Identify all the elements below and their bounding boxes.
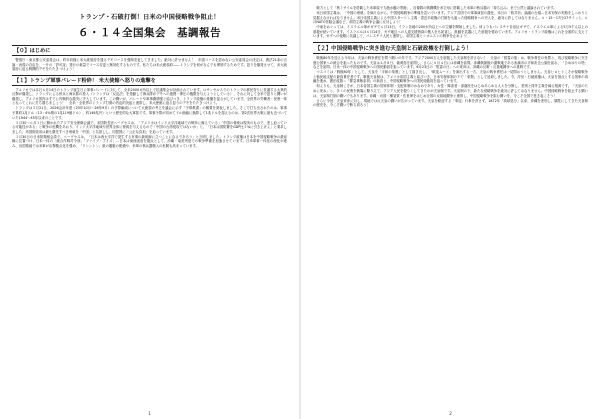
section1-paragraph: トランプは５月21日、2026会計年度（25年10月〜26年9月）の予算編成について大統領の考えを議会に示す「予算教書」の概要を発表しました。そこで打ち出されたのは、軍事予算約1兆ドル（13・4%増の1兆119億ドル）、約146兆円）という歴史的な大軍拡です。軍事予算が初めてドル価値に換算して1兆ドルを超えるのは、第2次世界大戦に最も近づいていた1944〜45年以来のことです。 <box>12 106 287 120</box>
continued-paragraph: 戦力として「核ミサイルを搭載した米軍原子力潜水艦の寄港」、自衛隊の戦闘機を米空母に搭載した米軍の核兵器の「持ち込み」まで公然と議論されています。 <box>316 6 557 10</box>
document-title: ６・１４全国集会 基調報告 <box>78 27 221 39</box>
continued-paragraph: 中東をめぐっては、イスラエル軍がガザで６月13日、イラン各地の200カ所以上への空爆を開始しました。何よりもパレスチナ自治区ガザで、イスラエル軍による5万5千人以上の虐殺が続いています。イスラエルは６月14日、ガザ地区への人道支援物資の搬入をも妨害し、飢餓を武器にした虐殺を強めています。アメリカ・トランプ政権はこれを全面的に支えています。ガザへの侵略に抗議して、パレスチナ人民と連帯し、帝国主義とシオニストの戦争を止めよう！ <box>313 25 588 39</box>
intro-paragraph: 警視庁・東京都公安委員会は、昨年同様に米大統領府を通るデモコースを強制変更してきました。絶対に許せません！ 申請コースを認めない公安委員会の決定は、憲法21条の言論・表現の自由を、一片の「許可証」発行の裁量でコース変更と無効化するものです。私たちは米大統領府――トランプを何がなんでも弾劾するためです。怒りを爆発させて、米大統領府に迫る戦闘的デモをたたきつけよう！ <box>12 58 287 72</box>
page-number: 2 <box>449 411 452 416</box>
section2-paragraph: マスコミは「戦後80年」として、天皇を「平和の象徴」として描き出し、「歓迎ムード」を演出する一方、天皇の戦争責任は一切問おうとしません。天皇ヒロヒトこそが侵略戦争と植民地支配の最高責任者です。戦後天皇制は、アメリカ帝国主義と結びつき、日米安保体制の下で「象徴」として延命しました。今、岸田・石破政権は、天皇を頂点とする国家の再編を進め、憲法改悪＝「緊急事態条項」の新設と、中国侵略戦争への国民総動員を狙っています。 <box>313 70 588 84</box>
section1-paragraph: アメリカでは本日６月14日のトランプ誕生日に軍事パレードに対して、全米2000カ所以上で抗議集会が計画されています。ロサンゼルスでのトランプの移民狩りに抗議する大衆的反撃が爆発し、トランプによる州兵と海兵隊の投入（トランプは「反乱法」を発動して海兵隊がデモへの連携・弾圧の権限を与えようとしている）、それに対して全米で怒りと闘いが爆発し、アメリカ国内はすでに内戦的な激突に突入しています。この闘いが、パレードや軍事費増強と結びつき、トランプ政権の基盤を揺るがしています。全世界の労働者・民衆一体となってこれに打ち勝ちましょう！ 全米・全世界のトランプ打倒の内乱的決起と連帯し、米大使館に迫る怒りのデモをたたきつけよう。 <box>12 87 287 106</box>
right-page <box>301 0 600 419</box>
section2-paragraph: さらに今回、天皇来沖に対し、現地では反天皇の闘いが広がっています。天皇を歓迎する「奉迎」行事を許さず、1872年「琉球処分」以来、沖縄を差別し、犠牲にしてきた天皇制の歴史を、今こそ闘いで断ち切ろう！ <box>313 98 588 108</box>
banner-slogan: トランプ・石破打倒！日米の中国侵略戦争阻止！ <box>79 14 220 21</box>
section2-paragraph: 何よりも、天皇制こそが、日本帝国主義の国家体制・支配体制のかなめであり、女性・障害者・部落民をはじめあらゆる人々を分断し、差別と排外主義を煽る根源です。「天皇のために死ね」と、多くの民衆を戦場に駆り立て、アジア人民を殺りくしてきたのが天皇制です。天皇制の下、新たな侵略戦争を絶対に許してはなりません。中国侵略戦争を阻止する闘いは、天皇制打倒の闘いでもあります。沖縄・岩国・横須賀・佐世保をはじめ全国の反基地闘争と連帯し、中国侵略戦争を阻む闘いを、今こそ全国で巻き起こそう！ <box>313 84 588 98</box>
section1-paragraph: ３月30日の日米防衛相会談で、ヘーグセスは、「日本は西太平洋で発生する有事の最前線に立つことになるであろう」と言明しました。トランプ政権は日本を中国侵略戦争の最前線に位置づけ、日米一体の「統合作戦司令部」「ファイブ・アイズ」…日本は南西諸島を拠点として、沖縄・奄美列島での戦争準備を加速させています。日米軍事一体化の深化が進み、岩国基地では米軍が出撃拠点化を強め、「ワシントン」級の艦艇の配備や、米軍の核兵器搬入の危険も高まっています。 <box>12 134 287 148</box>
section2-paragraph: 戦後80年を迎える今年は、天皇の戦争責任を問う闘いの年です。アジア2000万人を虐殺した天皇制を許さない！ 天皇の「慰霊の旅」は、戦争責任の免罪と、再び侵略戦争に突き進む国家への統合を狙ったものです。天皇は４月８日、硫黄島を訪問し、さらに６月４日には沖縄を訪問。沖縄戦最後の激戦地である糸満市の平和祈念公園を訪れ、「ひめゆりの塔」などを訪問。日米一体の中国侵略戦争への国民動員を狙っています。6月23日の「慰霊の日」への来沖は、沖縄の反戦・反基地闘争への挑戦です。 <box>313 56 588 70</box>
page-number: 1 <box>148 411 151 416</box>
section-heading-intro: 【０】はじめに <box>12 45 287 56</box>
section-heading-1: 【１】トランプ軍事パレード粉砕！ 米大使館へ怒りの進撃を <box>12 75 287 86</box>
continued-paragraph: 米日帝国主義は、「中国の脅威」を煽りながら、中国侵略戦争の準備を急いでいます。アジア各国での軍事演習の激化、米日の「核共有」論議の台頭…日米安保の実態をしっかりと見据えなければなりません。米日帝国主義による中国スターリン主義・習近平政権の打倒をも狙った侵略戦争への突入を、絶対に許してはなりません。６・15〜17日G7サミット、６月NATO首脳会議など、帝国主義の戦争会議に反対しよう！ <box>313 11 588 25</box>
left-page <box>0 0 299 419</box>
section-heading-2: 【２】中国侵略戦争に突き進む天皇制と石破政権を打倒しよう！ <box>313 42 588 54</box>
section1-paragraph: ５月30〜６月１日に開かれたアジア安全保障会議で、米国防長官ヘーグセスは、「アメリカはインド太平洋地域での戦争に備えている」「中国の脅威は現実のもので、差し迫っている可能性がある」と戦争の危機をあおり、インド太平洋地域や世界全体に脅威を与えるもので「中国の台湾侵攻ではないか」と、「日本は国防費をGDP比５%に引き上げよ」と要求しました。米国防総省は最も優先すべき脅威を「中国」と名指しし、同盟国に「公正な負担」を迫っています。 <box>12 120 287 134</box>
